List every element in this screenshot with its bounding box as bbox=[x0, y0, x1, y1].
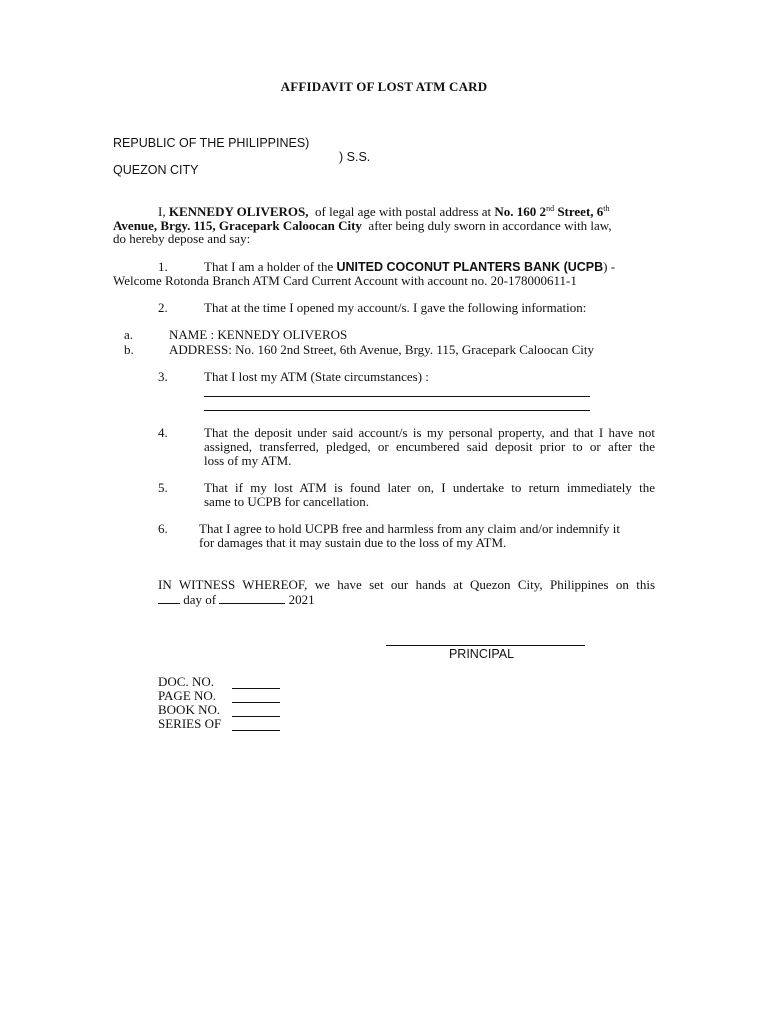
circumstance-line-2 bbox=[204, 410, 590, 411]
address-part-3: Avenue, Brgy. 115, Gracepark Caloocan City bbox=[113, 218, 362, 233]
month-blank bbox=[219, 592, 285, 604]
item-3-number: 3. bbox=[158, 369, 168, 384]
series-of-label: SERIES OF bbox=[158, 716, 222, 731]
venue-ss: ) S.S. bbox=[339, 150, 371, 164]
witness-line-2 bbox=[158, 592, 315, 607]
address-sup-1: nd bbox=[546, 204, 555, 213]
book-no-blank bbox=[232, 716, 280, 717]
item-1-number: 1. bbox=[158, 259, 168, 274]
item-5-number: 5. bbox=[158, 480, 168, 495]
item-6-line-2: for damages that it may sustain due to the loss of my ATM. bbox=[199, 535, 507, 550]
item-5-line-2: same to UCPB for cancellation. bbox=[204, 494, 369, 509]
item-4-line-2: assigned, transferred, pledged, or encumbered said deposit prior to or after the bbox=[204, 439, 655, 454]
intro-i: I, bbox=[158, 204, 166, 219]
signature-line bbox=[386, 645, 585, 646]
item-5-line-1: That if my lost ATM is found later on, I undertake to return immediately the bbox=[204, 480, 655, 495]
address-part-1: No. 160 2 bbox=[494, 204, 547, 219]
item-1-text-a: That I am a holder of the bbox=[204, 259, 334, 274]
page-no-label: PAGE NO. bbox=[158, 688, 217, 703]
page-no-blank bbox=[232, 702, 280, 703]
intro-line-1 bbox=[158, 205, 610, 219]
item-3-text: That I lost my ATM (State circumstances) : bbox=[204, 369, 429, 384]
doc-no-blank bbox=[232, 688, 280, 689]
item-4-line-1: That the deposit under said account/s is my personal property, and that I have not bbox=[204, 425, 655, 440]
info-b-letter: b. bbox=[124, 342, 134, 357]
venue-republic: REPUBLIC OF THE PHILIPPINES) bbox=[113, 136, 310, 150]
item-1-text-b: ) - bbox=[603, 259, 616, 274]
item-1-line-2: Welcome Rotonda Branch ATM Card Current Account with account no. 20-178000611-1 bbox=[113, 273, 577, 288]
item-2-text: That at the time I opened my account/s. I gave the following information: bbox=[204, 300, 587, 315]
book-no-label: BOOK NO. bbox=[158, 702, 221, 717]
intro-age-text: of legal age with postal address at bbox=[315, 204, 492, 219]
venue-city: QUEZON CITY bbox=[113, 163, 199, 177]
item-1-line-1 bbox=[204, 260, 615, 274]
day-blank bbox=[158, 592, 180, 604]
principal-label: PRINCIPAL bbox=[448, 647, 515, 661]
circumstance-line-1 bbox=[204, 396, 590, 397]
info-name: NAME : KENNEDY OLIVEROS bbox=[169, 327, 348, 342]
item-4-number: 4. bbox=[158, 425, 168, 440]
intro-depose: do hereby depose and say: bbox=[113, 231, 251, 246]
item-6-line-1: That I agree to hold UCPB free and harmless from any claim and/or indemnify it bbox=[199, 521, 620, 536]
item-6-number: 6. bbox=[158, 521, 168, 536]
series-of-blank bbox=[232, 730, 280, 731]
bank-name: UNITED COCONUT PLANTERS BANK (UCPB bbox=[336, 260, 604, 274]
witness-day-of: day of bbox=[183, 592, 217, 607]
item-2-number: 2. bbox=[158, 300, 168, 315]
intro-sworn-text: after being duly sworn in accordance with law, bbox=[368, 218, 612, 233]
witness-line-1: IN WITNESS WHEREOF, we have set our hands at Quezon City, Philippines on this bbox=[158, 577, 655, 592]
info-a-letter: a. bbox=[124, 327, 134, 342]
address-sup-2: th bbox=[603, 204, 610, 213]
witness-year: 2021 bbox=[288, 592, 315, 607]
doc-no-label: DOC. NO. bbox=[158, 674, 214, 689]
info-address: ADDRESS: No. 160 2nd Street, 6th Avenue, Brgy. 115, Gracepark Caloocan City bbox=[169, 342, 594, 357]
document-title: AFFIDAVIT OF LOST ATM CARD bbox=[280, 79, 488, 94]
item-4-line-3: loss of my ATM. bbox=[204, 453, 292, 468]
address-part-2: Street, 6 bbox=[557, 204, 604, 219]
affiant-name: KENNEDY OLIVEROS, bbox=[168, 204, 309, 219]
